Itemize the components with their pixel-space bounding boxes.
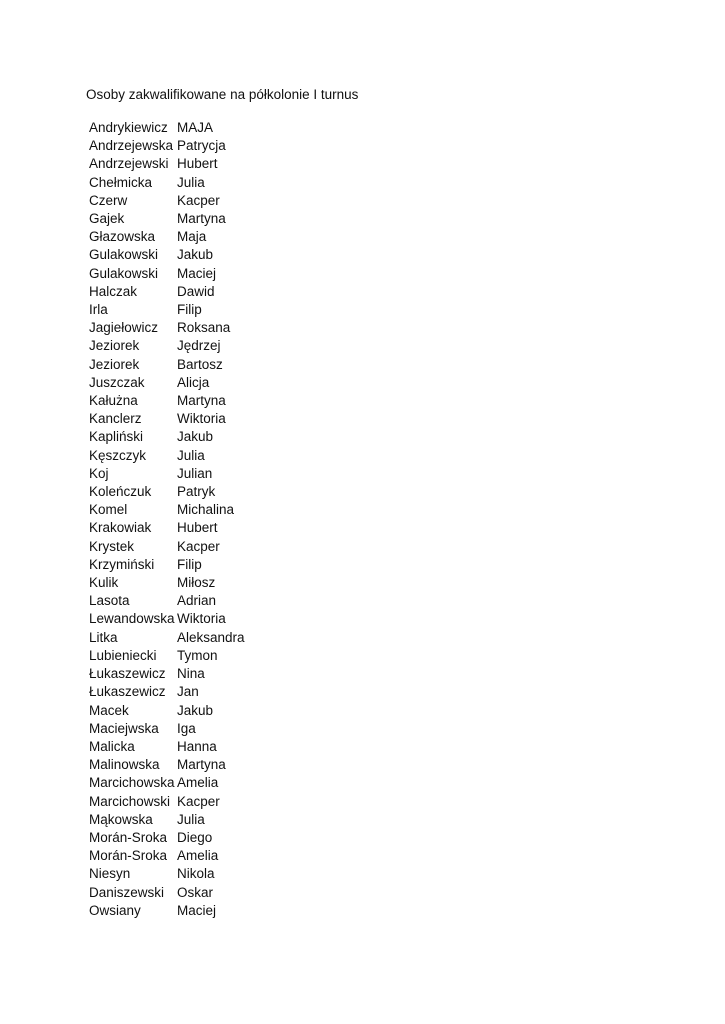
surname-cell: Chełmicka	[89, 174, 153, 190]
firstname-cell: Nikola	[177, 866, 215, 882]
table-row	[89, 647, 267, 665]
surname-cell: Głazowska	[89, 229, 156, 245]
surname-cell: Morán-Sroka	[89, 829, 168, 845]
table-row	[89, 865, 267, 883]
firstname-cell: Maja	[177, 229, 207, 245]
document-title: Osoby zakwalifikowane na półkolonie I turnus	[86, 87, 359, 102]
table-row	[89, 392, 267, 410]
table-row	[89, 501, 267, 519]
firstname-cell: Diego	[177, 829, 213, 845]
table-row	[89, 228, 267, 246]
surname-cell: Krystek	[89, 538, 135, 554]
surname-cell: Komel	[89, 502, 128, 518]
surname-cell: Daniszewski	[89, 884, 165, 900]
surname-cell: Kanclerz	[89, 411, 142, 427]
firstname-cell: Aleksandra	[177, 629, 245, 645]
table-row	[89, 884, 267, 902]
firstname-cell: Kacper	[177, 538, 220, 554]
firstname-cell: Amelia	[177, 775, 219, 791]
firstname-cell: Dawid	[177, 283, 215, 299]
surname-cell: Litka	[89, 629, 118, 645]
table-row	[89, 301, 267, 319]
firstname-cell: Julia	[177, 174, 205, 190]
surname-cell: Gulakowski	[89, 247, 159, 263]
surname-cell: Gajek	[89, 211, 125, 227]
table-row	[89, 119, 267, 137]
table-row	[89, 337, 267, 355]
table-row	[89, 738, 267, 756]
firstname-cell: Iga	[177, 720, 196, 736]
surname-cell: Kulik	[89, 575, 119, 591]
table-row	[89, 265, 267, 283]
table-row	[89, 702, 267, 720]
surname-cell: Morán-Sroka	[89, 848, 168, 864]
table-row	[89, 629, 267, 647]
table-row	[89, 756, 267, 774]
firstname-cell: Hanna	[177, 738, 217, 754]
table-row	[89, 246, 267, 264]
table-row	[89, 192, 267, 210]
table-row	[89, 410, 267, 428]
surname-cell: Jagiełowicz	[89, 320, 159, 336]
surname-cell: Marcichowska	[89, 775, 175, 791]
surname-cell: Krakowiak	[89, 520, 152, 536]
table-row	[89, 137, 267, 155]
table-row	[89, 683, 267, 701]
firstname-cell: Martyna	[177, 393, 226, 409]
firstname-cell: Julia	[177, 811, 205, 827]
surname-cell: Kapliński	[89, 429, 144, 445]
firstname-cell: Wiktoria	[177, 411, 226, 427]
surname-cell: Halczak	[89, 283, 138, 299]
table-row	[89, 374, 267, 392]
firstname-cell: Filip	[177, 302, 202, 318]
firstname-cell: Michalina	[177, 502, 235, 518]
firstname-cell: Patrycja	[177, 138, 226, 154]
firstname-cell: Kacper	[177, 192, 220, 208]
surname-cell: Andrzejewski	[89, 156, 169, 172]
firstname-cell: Miłosz	[177, 575, 216, 591]
surname-cell: Irla	[89, 302, 108, 318]
firstname-cell: Adrian	[177, 593, 217, 609]
firstname-cell: Jakub	[177, 429, 214, 445]
surname-cell: Łukaszewicz	[89, 684, 166, 700]
surname-cell: Jeziorek	[89, 338, 140, 354]
surname-cell: Maciejwska	[89, 720, 159, 736]
surname-cell: Lewandowska	[89, 611, 175, 627]
surname-cell: Koleńczuk	[89, 484, 152, 500]
surname-cell: Lasota	[89, 593, 130, 609]
firstname-cell: Bartosz	[177, 356, 223, 372]
firstname-cell: Julian	[177, 465, 213, 481]
table-row	[89, 538, 267, 556]
firstname-cell: Patryk	[177, 484, 216, 500]
surname-cell: Andrzejewska	[89, 138, 174, 154]
table-row	[89, 574, 267, 592]
surname-cell: Koj	[89, 465, 109, 481]
surname-cell: Juszczak	[89, 374, 145, 390]
surname-cell: Lubieniecki	[89, 647, 157, 663]
surname-cell: Krzymiński	[89, 556, 155, 572]
firstname-cell: Hubert	[177, 520, 218, 536]
table-row	[89, 592, 267, 610]
firstname-cell: Roksana	[177, 320, 231, 336]
participants-table	[89, 119, 267, 920]
table-row	[89, 465, 267, 483]
table-row	[89, 847, 267, 865]
firstname-cell: Jan	[177, 684, 199, 700]
surname-cell: Malinowska	[89, 757, 160, 773]
surname-cell: Kęszczyk	[89, 447, 147, 463]
table-row	[89, 720, 267, 738]
table-row	[89, 447, 267, 465]
firstname-cell: Jędrzej	[177, 338, 221, 354]
table-row	[89, 155, 267, 173]
table-row	[89, 483, 267, 501]
firstname-cell: Martyna	[177, 211, 226, 227]
surname-cell: Łukaszewicz	[89, 666, 166, 682]
surname-cell: Malicka	[89, 738, 135, 754]
table-row	[89, 610, 267, 628]
firstname-cell: Wiktoria	[177, 611, 226, 627]
firstname-cell: Jakub	[177, 247, 214, 263]
surname-cell: Czerw	[89, 192, 128, 208]
table-row	[89, 793, 267, 811]
firstname-cell: Hubert	[177, 156, 218, 172]
firstname-cell: Maciej	[177, 265, 217, 281]
firstname-cell: Julia	[177, 447, 205, 463]
firstname-cell: Tymon	[177, 647, 218, 663]
table-row	[89, 319, 267, 337]
table-row	[89, 519, 267, 537]
firstname-cell: Jakub	[177, 702, 214, 718]
participants-table-body	[89, 119, 267, 920]
firstname-cell: MAJA	[177, 120, 214, 135]
firstname-cell: Filip	[177, 556, 202, 572]
surname-cell: Marcichowski	[89, 793, 171, 809]
table-row	[89, 665, 267, 683]
surname-cell: Owsiany	[89, 902, 141, 918]
surname-cell: Kałużna	[89, 393, 138, 409]
firstname-cell: Martyna	[177, 757, 226, 773]
table-row	[89, 283, 267, 301]
table-row	[89, 210, 267, 228]
table-row	[89, 556, 267, 574]
firstname-cell: Oskar	[177, 884, 214, 900]
surname-cell: Niesyn	[89, 866, 131, 882]
table-row	[89, 774, 267, 792]
surname-cell: Jeziorek	[89, 356, 140, 372]
surname-cell: Gulakowski	[89, 265, 159, 281]
table-row	[89, 428, 267, 446]
firstname-cell: Nina	[177, 666, 205, 682]
table-row	[89, 902, 267, 920]
firstname-cell: Maciej	[177, 902, 217, 918]
table-row	[89, 811, 267, 829]
firstname-cell: Alicja	[177, 374, 210, 390]
table-row	[89, 829, 267, 847]
surname-cell: Macek	[89, 702, 129, 718]
table-row	[89, 356, 267, 374]
table-row	[89, 174, 267, 192]
firstname-cell: Kacper	[177, 793, 220, 809]
firstname-cell: Amelia	[177, 848, 219, 864]
surname-cell: Mąkowska	[89, 811, 153, 827]
surname-cell: Andrykiewicz	[89, 120, 168, 135]
